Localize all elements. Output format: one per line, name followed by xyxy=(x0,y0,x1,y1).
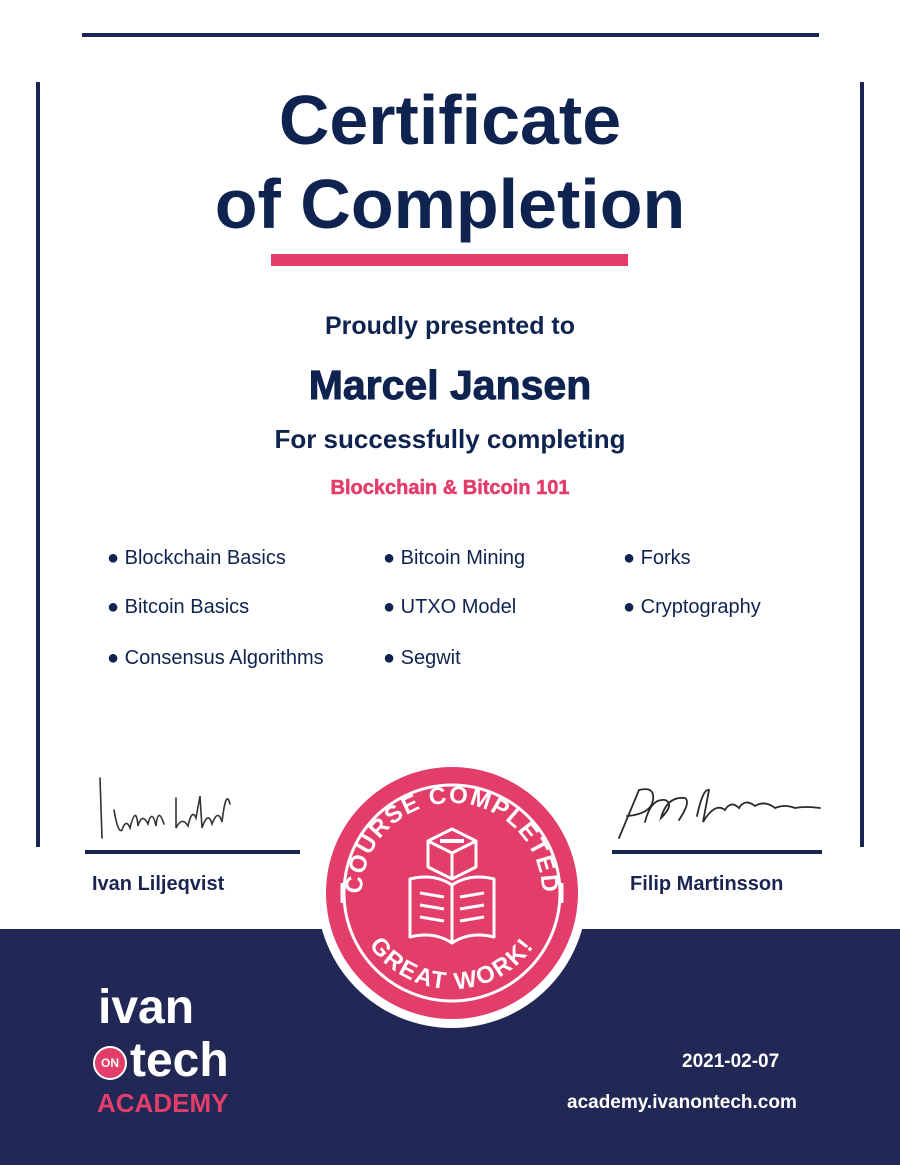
topic-item: ● Bitcoin Basics xyxy=(107,596,250,618)
topic-label: Cryptography xyxy=(640,596,761,618)
presented-label: Proudly presented to xyxy=(324,312,576,340)
course-name: Blockchain & Bitcoin 101 xyxy=(330,477,570,499)
signatory-left-name: Ivan Liljeqvist xyxy=(92,873,225,895)
topic-label: Segwit xyxy=(400,647,461,669)
issue-date: 2021-02-07 xyxy=(682,1051,780,1072)
badge-top-text: COURSE COMPLETED xyxy=(340,781,564,895)
website-url: academy.ivanontech.com xyxy=(567,1092,797,1113)
logo-word-academy: ACADEMY xyxy=(97,1088,229,1118)
topic-item: ● Segwit xyxy=(383,647,461,669)
logo-word-tech: tech xyxy=(130,1034,229,1087)
topic-label: Bitcoin Mining xyxy=(400,547,526,569)
signature-left xyxy=(92,768,242,848)
logo-word-ivan: ivan xyxy=(98,981,195,1034)
topic-label: UTXO Model xyxy=(400,596,517,618)
completing-label: For successfully completing xyxy=(274,424,626,454)
badge-graphic xyxy=(326,767,578,1019)
certificate-title-line2: of Completion xyxy=(214,165,686,243)
topic-item: ● UTXO Model xyxy=(383,596,517,618)
open-book-icon xyxy=(410,877,494,943)
signature-line-right xyxy=(612,850,822,854)
topic-item: ● Forks xyxy=(623,547,691,569)
signature-line-left xyxy=(85,850,300,854)
title-underline xyxy=(271,254,628,266)
cube-icon xyxy=(428,829,476,879)
topic-item: ● Bitcoin Mining xyxy=(383,547,526,569)
logo-on-label: ON xyxy=(101,1056,119,1070)
topic-item: ● Consensus Algorithms xyxy=(107,647,324,669)
topic-item: ● Blockchain Basics xyxy=(107,547,286,569)
topic-item: ● Cryptography xyxy=(623,596,761,618)
topic-label: Forks xyxy=(640,547,691,569)
badge-bottom-text: GREAT WORK! xyxy=(364,931,540,996)
signatory-right-name: Filip Martinsson xyxy=(630,873,784,895)
recipient-name: Marcel Jansen xyxy=(308,362,592,408)
top-border xyxy=(82,33,819,37)
topic-label: Consensus Algorithms xyxy=(124,647,324,669)
certificate-title-line1: Certificate xyxy=(278,81,622,159)
topic-label: Bitcoin Basics xyxy=(124,596,250,618)
signature-right xyxy=(605,778,830,848)
topic-label: Blockchain Basics xyxy=(124,547,286,569)
